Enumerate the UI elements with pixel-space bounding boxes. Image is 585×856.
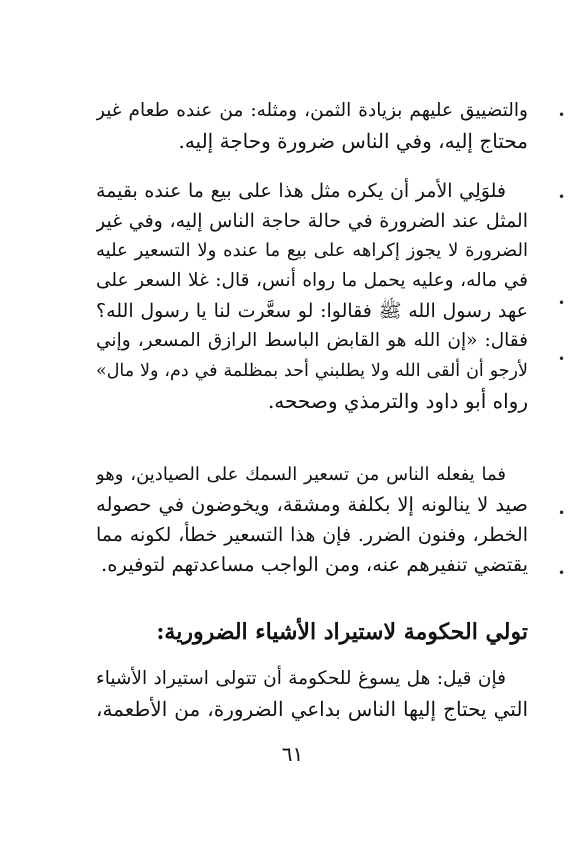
paragraph-3 [96,460,528,580]
margin-mark: • [558,566,566,580]
page-number: ٦١ [281,742,304,766]
text-line: محتاج إليه، وفي الناس ضرورة وحاجة إليه. [178,129,528,153]
text-line: الضرورة لا يجوز إكراهه على بيع ما عنده ولا التسعير عليه [96,240,528,261]
paragraph-2 [96,176,528,416]
section-heading: تولي الحكومة لاستيراد الأشياء الضرورية: [156,619,528,645]
text-line: المثل عند الضرورة في حالة حاجة الناس إليه، وفي غير [96,210,528,232]
text-line: الخطر، وفنون الضرر. فإن هذا التسعير خطأ، لكونه مما [96,524,528,546]
text-line: رواه أبو داود والترمذي وصححه. [267,389,528,413]
margin-mark: • [558,108,566,122]
text-line: فما يفعله الناس من تسعير السمك على الصيادين، وهو [96,464,506,485]
text-line: في ماله، وعليه يحمل ما رواه أنس، قال: غلا السعر على [96,270,528,291]
margin-mark: • [558,296,566,310]
text-line: عهد رسول الله ﷺ فقالوا: لو سعَّرت لنا يا رسول الله؟ [96,300,528,322]
text-line: يقتضي تنفيرهم عنه، ومن الواجب مساعدتهم لتوفيره. [101,553,528,576]
text-line: فقال: «إن الله هو القابض الباسط الرازق المسعر، وإني [96,330,528,351]
text-line: فإن قيل: هل يسوغ للحكومة أن تتولى استيراد الأشياء [96,668,506,689]
text-line: التي يحتاج إليها الناس بداعي الضرورة، من الأطعمة، [96,697,528,721]
text-line: صيد لا ينالونه إلا بكلفة ومشقة، ويخوضون في حصوله [96,493,528,516]
text-line: والتضييق عليهم بزيادة الثمن، ومثله: من عنده طعام غير [96,100,528,121]
text-line: فلوَلِي الأمر أن يكره مثل هذا على بيع ما عنده بقيمة [96,180,506,202]
text-line: لأرجو أن ألقى الله ولا يطلبني أحد بمظلمة في دم، ولا مال» [96,361,528,381]
paragraph-1 [96,96,528,156]
margin-mark: • [558,506,566,520]
paragraph-4 [96,664,528,724]
margin-mark: • [558,190,566,204]
margin-mark: • [558,352,566,366]
